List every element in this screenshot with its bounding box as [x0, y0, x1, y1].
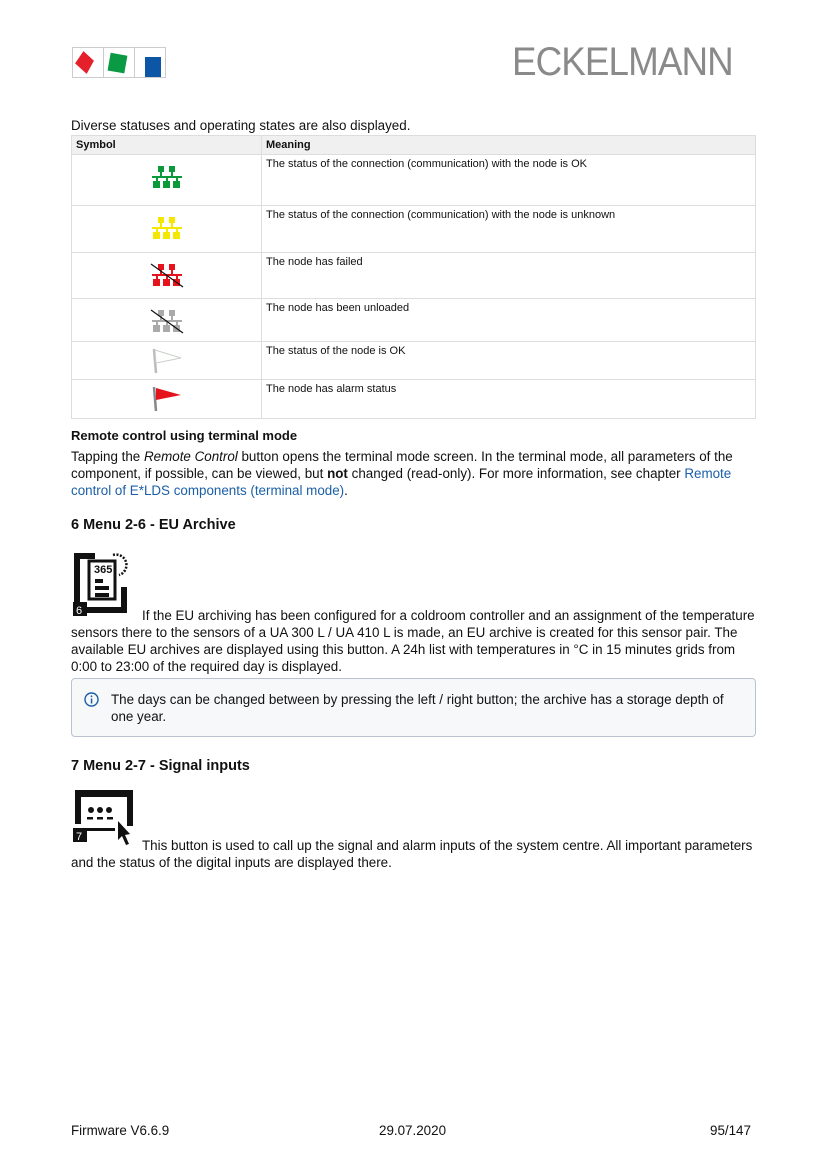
table-header: [72, 136, 756, 155]
text: not: [327, 466, 348, 481]
flag-red-icon: [150, 385, 184, 413]
network-unloaded-icon: [150, 309, 184, 335]
text: changed (read-only). For more information, see chapter: [347, 466, 685, 481]
section-6-heading: 6 Menu 2-6 - EU Archive: [71, 517, 236, 533]
remote-heading: Remote control using terminal mode: [71, 428, 298, 443]
section-6-text: If the EU archiving has been configured for a coldroom controller and an assignment of the temperature sensors there to the sensors of a UA 300 L / UA 410 L is made, an EU archive is created for this sensor pair. The available EU archives are displayed using this button. A 24h list with temperatures in °C in 15 minutes grids from 0:00 to 23:00 of the required day is displayed.: [71, 608, 755, 674]
column-header: Symbol: [72, 136, 262, 155]
meaning-cell: The node has been unloaded: [262, 299, 756, 342]
network-ok-icon: [150, 165, 184, 191]
network-unknown-icon: [150, 216, 184, 242]
info-icon: [84, 692, 99, 707]
icon-badge: 6: [76, 605, 83, 617]
table-row: [72, 155, 756, 206]
table-row: [72, 206, 756, 253]
meaning-cell: The node has failed: [262, 253, 756, 299]
intro-text: Diverse statuses and operating states are also displayed.: [71, 118, 411, 133]
icon-text: 365: [94, 564, 113, 576]
section-7-heading: 7 Menu 2-7 - Signal inputs: [71, 758, 250, 774]
footer-date: 29.07.2020: [379, 1123, 447, 1138]
icon-badge: 7: [76, 831, 83, 843]
info-text: The days can be changed between by pressing the left / right button; the archive has a storage depth of one year.: [111, 692, 724, 724]
status-table: [71, 135, 756, 419]
table-row: [72, 253, 756, 299]
network-failed-icon: [150, 263, 184, 289]
text: Tapping the: [71, 449, 144, 464]
meaning-cell: The node has alarm status: [262, 380, 756, 419]
footer-firmware: Firmware V6.6.9: [71, 1123, 170, 1138]
text: button opens the terminal mode screen. In the terminal mode, all parameters of the component, if possible, can be viewed, but: [71, 449, 733, 481]
brand-name: ECKELMANN: [512, 40, 733, 84]
text: .: [344, 483, 348, 498]
meaning-cell: The status of the connection (communication) with the node is unknown: [262, 206, 756, 253]
table-row: [72, 299, 756, 342]
meaning-cell: The status of the node is OK: [262, 342, 756, 380]
info-box: [71, 678, 756, 737]
footer-page-number: 95/147: [710, 1123, 751, 1138]
table-row: [72, 380, 756, 419]
remote-paragraph: [71, 448, 761, 499]
column-header: Meaning: [262, 136, 756, 155]
flag-white-icon: [150, 347, 184, 375]
eckelmann-logo: [72, 47, 166, 78]
terminal-mode-link[interactable]: Remote control of E*LDS components (terminal mode): [71, 466, 732, 498]
meaning-cell: The status of the connection (communication) with the node is OK: [262, 155, 756, 206]
section-7-text: This button is used to call up the signal and alarm inputs of the system centre. All important parameters and the status of the digital inputs are displayed there.: [71, 838, 753, 870]
text: Remote Control: [143, 449, 238, 464]
table-row: [72, 342, 756, 380]
